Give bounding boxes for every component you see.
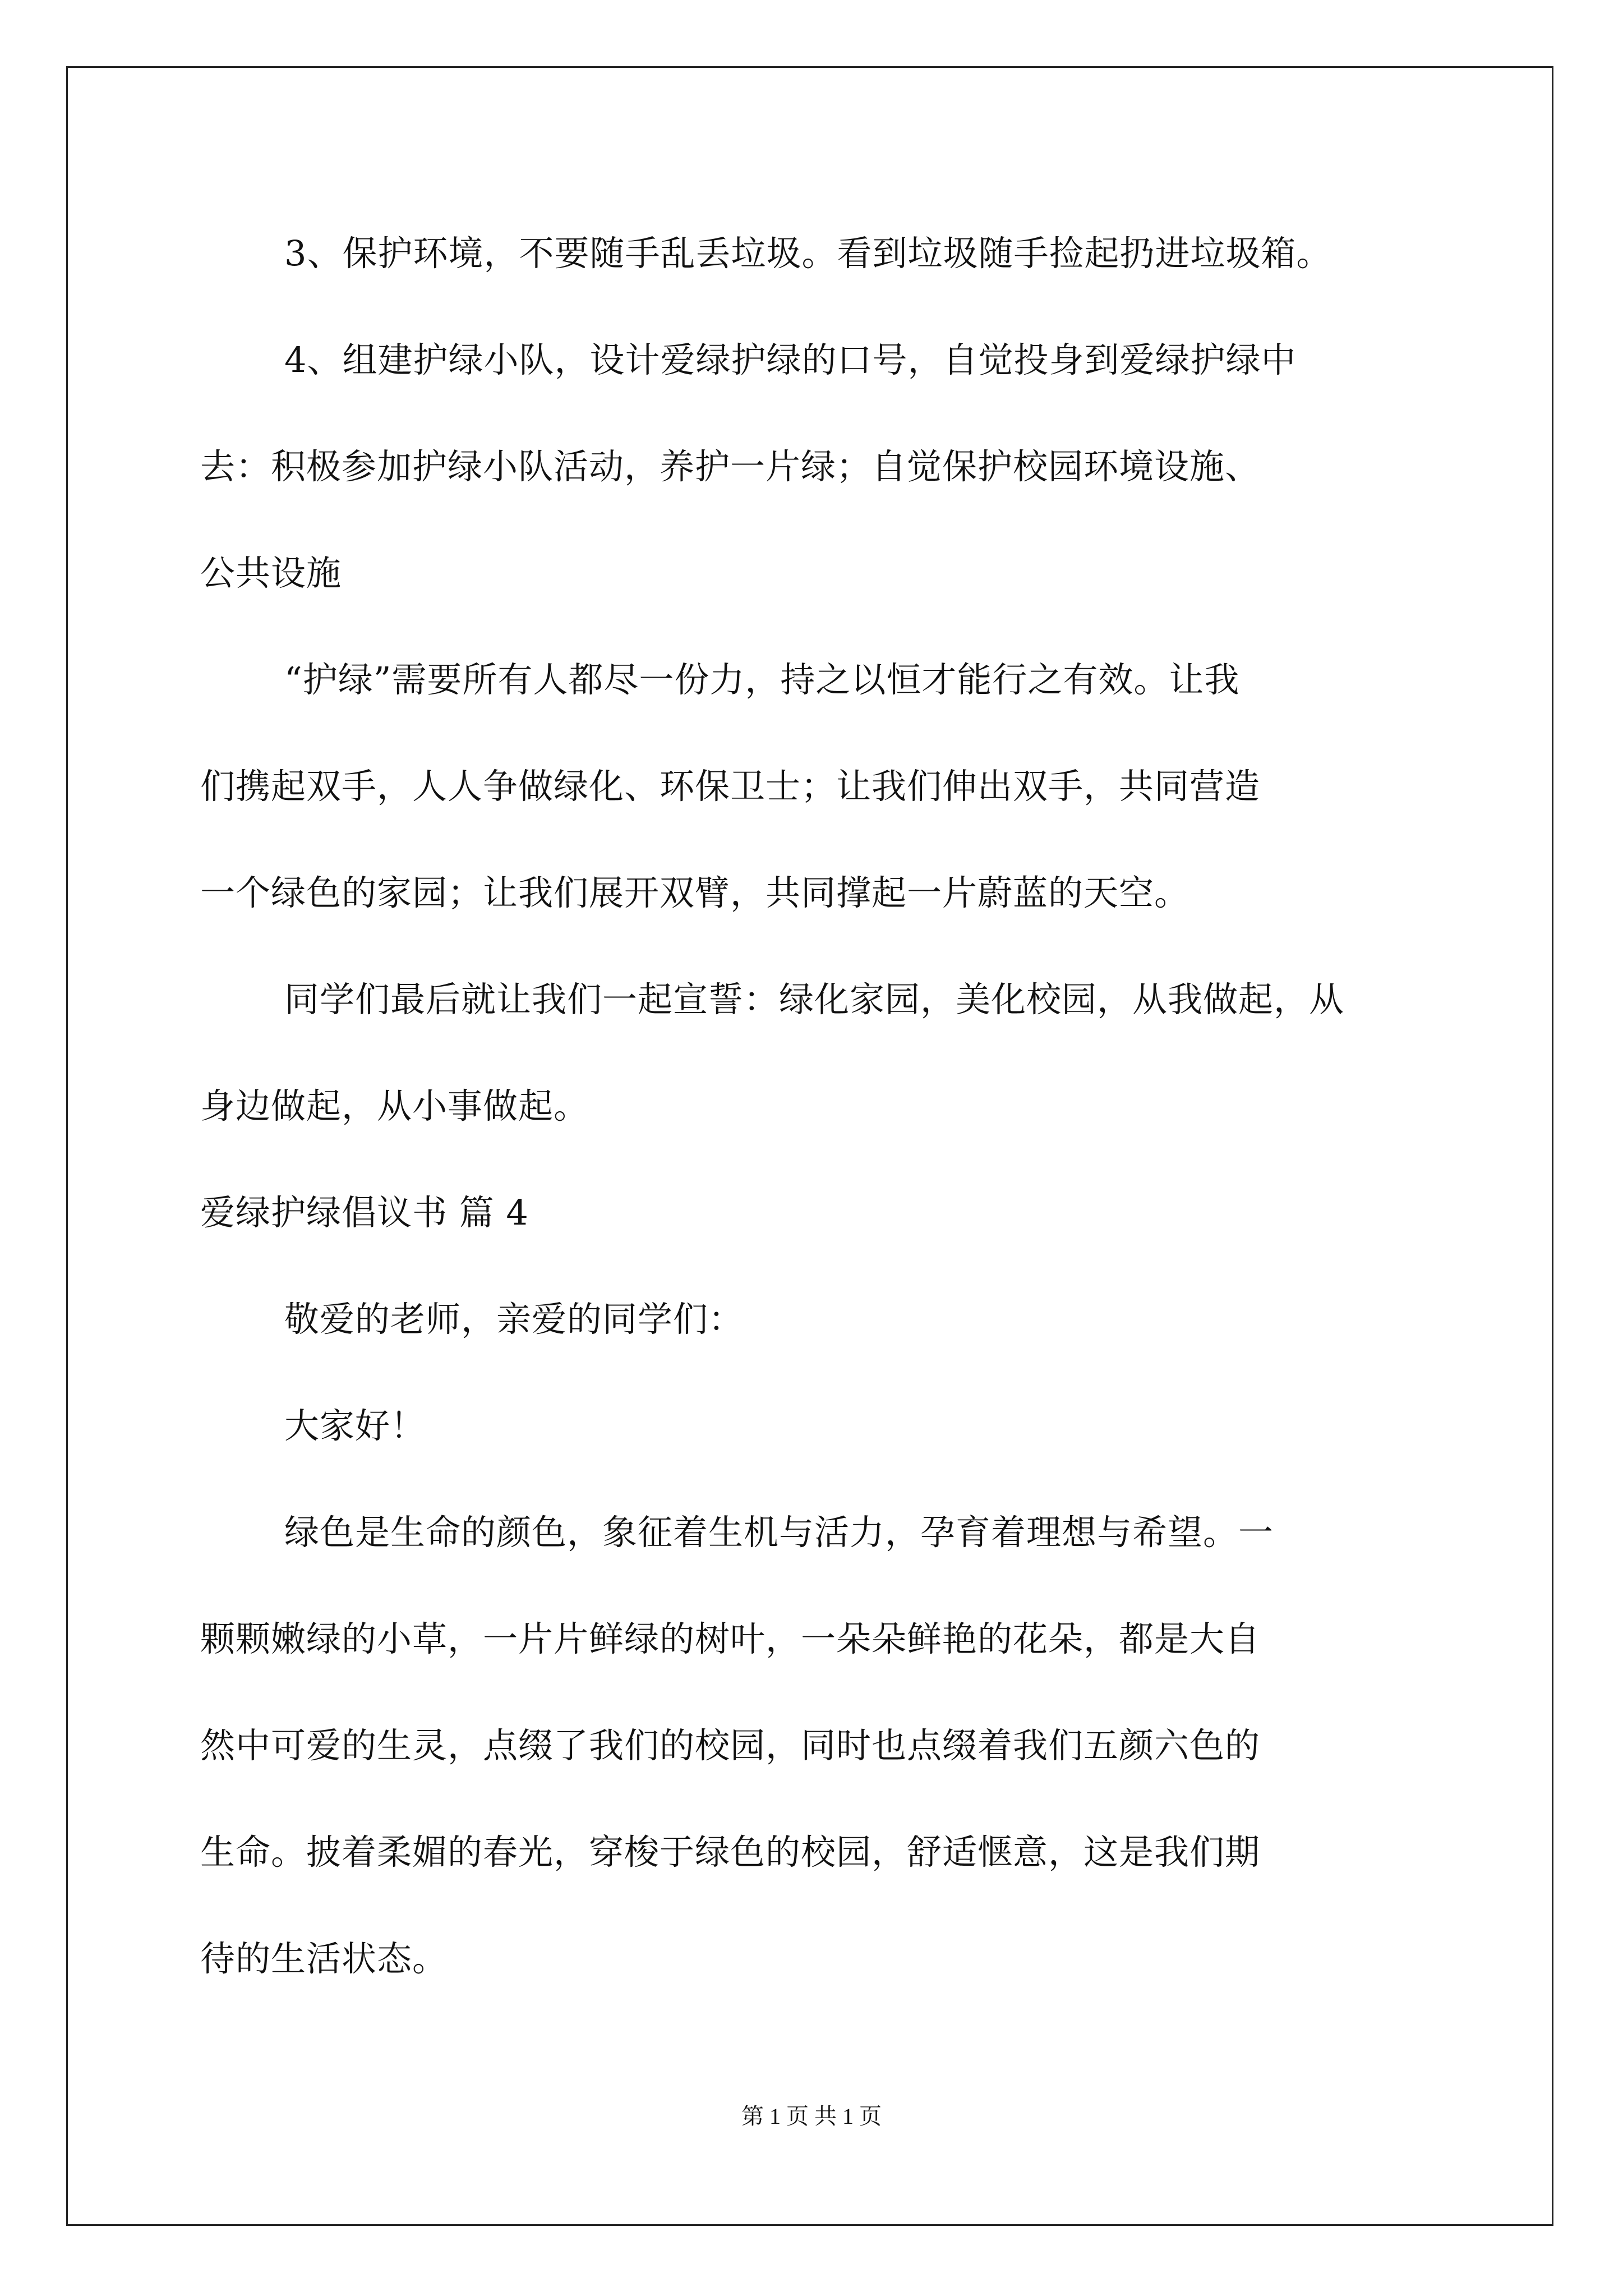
- paragraph-line: 然中可爱的生灵，点缀了我们的校园，同时也点缀着我们五颜六色的: [200, 1725, 1261, 1766]
- paragraph-line: 3、保护环境，不要随手乱丢垃圾。看到垃圾随手捡起扔进垃圾箱。: [284, 233, 1332, 274]
- paragraph-line: 待的生活状态。: [200, 1938, 448, 1979]
- paragraph-line: 身边做起，从小事做起。: [200, 1085, 589, 1126]
- section-heading: 爱绿护绿倡议书 篇 4: [200, 1192, 529, 1233]
- page-number: 第 1 页 共 1 页: [741, 2104, 882, 2129]
- page-border: [66, 66, 1553, 2226]
- paragraph-line: 生命。披着柔媚的春光，穿梭于绿色的校园，舒适惬意，这是我们期: [200, 1832, 1261, 1872]
- paragraph-line: 同学们最后就让我们一起宣誓：绿化家园，美化校园，从我做起，从: [284, 979, 1345, 1020]
- paragraph-line: 颗颗嫩绿的小草，一片片鲜绿的树叶，一朵朵鲜艳的花朵，都是大自: [200, 1618, 1261, 1659]
- paragraph-line: 一个绿色的家园；让我们展开双臂，共同撑起一片蔚蓝的天空。: [200, 872, 1190, 913]
- paragraph-line: 公共设施: [200, 553, 342, 593]
- salutation: 敬爱的老师，亲爱的同学们：: [284, 1299, 744, 1340]
- paragraph-line: 去：积极参加护绿小队活动，养护一片绿；自觉保护校园环境设施、: [200, 446, 1261, 487]
- paragraph-line: 们携起双手，人人争做绿化、环保卫士；让我们伸出双手，共同营造: [200, 766, 1261, 807]
- paragraph-line: 绿色是生命的颜色，象征着生机与活力，孕育着理想与希望。一: [284, 1512, 1274, 1553]
- paragraph-line: 4、组建护绿小队，设计爱绿护绿的口号，自觉投身到爱绿护绿中: [284, 339, 1297, 380]
- paragraph-line: “护绿”需要所有人都尽一份力，持之以恒才能行之有效。让我: [284, 659, 1240, 700]
- greeting: 大家好！: [284, 1405, 426, 1446]
